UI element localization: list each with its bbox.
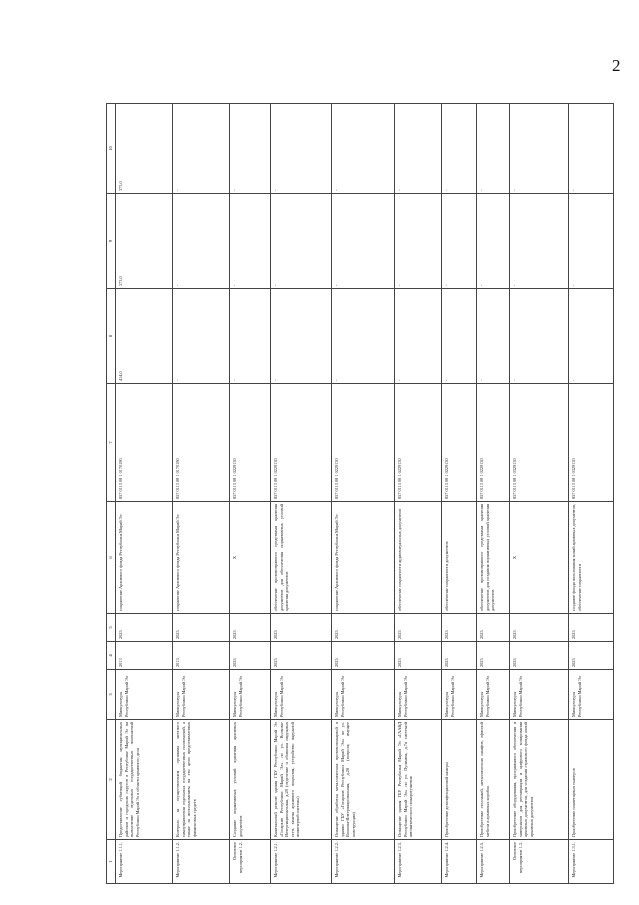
activity-name: Предоставление субвенций бюджетам муниципальных районов и городских округов в Республике Марий Эл на выполнение отдельных государственных полномочий Республики Марий Эл в области архивного дела (116, 720, 173, 840)
end-year: 2025 (477, 614, 510, 642)
start-year: 2025 (230, 642, 271, 670)
start-year: 2025 (442, 642, 477, 670)
page-number: 2 (612, 56, 621, 75)
start-year: 2025 (477, 642, 510, 670)
header-cell: 10 (107, 104, 116, 194)
header-cell: 9 (107, 194, 116, 289)
activity-number: Мероприятие 1.3.1. (569, 840, 614, 884)
value-col9: - (230, 194, 271, 289)
header-cell: 7 (107, 384, 116, 502)
executor: Минкультуры Республики Марий Эл (477, 670, 510, 720)
expected-result: сохранение Архивного фонда Республики Марий Эл (332, 502, 395, 614)
table-row (230, 104, 271, 884)
table-row (442, 104, 477, 884)
value-col9: - (442, 194, 477, 289)
value-col10: - (271, 104, 332, 194)
value-col8: - (510, 289, 569, 384)
table-row (569, 104, 614, 884)
activity-name: Приобретение оборудования, программного обеспечения и материалов для реставрации и цифрового копирования архивных документов, для создания страхового фонда копий архивных документов (510, 720, 569, 840)
activity-number: Основное мероприятие 1.3. (510, 840, 569, 884)
table-header-row (107, 104, 116, 884)
executor: Минкультуры Республики Марий Эл (173, 670, 230, 720)
table-row (510, 104, 569, 884)
executor: Минкультуры Республики Марий Эл (442, 670, 477, 720)
start-year: 2025 (332, 642, 395, 670)
value-col8: - (332, 289, 395, 384)
value-col9: - (477, 194, 510, 289)
header-cell: 6 (107, 502, 116, 614)
expected-result: сохранение Архивного фонда Республики Марий Эл (116, 502, 173, 614)
start-year: 2013 (116, 642, 173, 670)
start-year: 2025 (395, 642, 442, 670)
expected-result: обеспечение противоправного средствами хранения документов для создания нормативных условий хранения документов (477, 502, 510, 614)
value-col8: - (442, 289, 477, 384)
header-cell: 5 (107, 614, 116, 642)
value-col8: 414,0 (116, 289, 173, 384)
start-year: 2025 (510, 642, 569, 670)
expected-result: создание фонда пользования копий архивных документов, обеспечение сохранности (569, 502, 614, 614)
header-cell: 2 (107, 720, 116, 840)
value-col10: - (442, 104, 477, 194)
activity-number: Мероприятие 1.1.1. (116, 840, 173, 884)
start-year: 2025 (569, 642, 614, 670)
expected-result: Х (230, 502, 271, 614)
start-year: 2013 (173, 642, 230, 670)
end-year: 2025 (442, 614, 477, 642)
expected-result: обеспечение сохранности документов (442, 502, 477, 614)
budget-code: 857 0113 08 1 0229130 (477, 384, 510, 502)
end-year: 2025 (230, 614, 271, 642)
value-col8: - (173, 289, 230, 384)
activity-number: Основное мероприятие 1.2. (230, 840, 271, 884)
executor: Минкультуры Республики Марий Эл (510, 670, 569, 720)
activity-number: Мероприятие 1.1.2. (173, 840, 230, 884)
value-col9: - (510, 194, 569, 289)
budget-code: 857 0113 08 1 0229130 (442, 384, 477, 502)
executor: Минкультуры Республики Марий Эл (116, 670, 173, 720)
activity-number: Мероприятие 1.2.2. (332, 840, 395, 884)
budget-code: 857 0113 08 1 0229130 (271, 384, 332, 502)
value-col9: - (569, 194, 614, 289)
activity-name: Оснащение обработка металлических противопожарной в здании ГБУ «Госархив Республики Марий Эл» по ул. Волкова-Интернациональная, д.28 (вопроса, имущее конструкции) (332, 720, 395, 840)
executor: Минкультуры Республики Марий Эл (230, 670, 271, 720)
value-col9: - (332, 194, 395, 289)
activity-name: Приобретение стеллажей, металлических шкафов, офисной мебели и архивных коробок (477, 720, 510, 840)
activity-name: Капитальный ремонт здания ГБУ Республики Марий Эл «Госархив Республики Марий Эл» по ул. Волкова-Интернациональная, д.28 (отделение и обивочка наружных стен, замена архивного покрытия, устройство наружной инженерной системы) (271, 720, 332, 840)
value-col8: - (230, 289, 271, 384)
activity-name: Создание нормативных условий хранения архивных документов (230, 720, 271, 840)
expected-result: Х (510, 502, 569, 614)
value-col9: 373,0 (116, 194, 173, 289)
table-row (116, 104, 173, 884)
header-cell: 1 (107, 840, 116, 884)
table-row (332, 104, 395, 884)
executor: Минкультуры Республики Марий Эл (569, 670, 614, 720)
budget-code: 857 0113 08 1 0170180 (173, 384, 230, 502)
value-col10: - (477, 104, 510, 194)
activity-name: Контроль за осуществлением органами местного самоуправления отдельных государственных полномочий, а также за использованием на эти цели предоставленных финансовых средств (173, 720, 230, 840)
value-col10: 373,0 (116, 104, 173, 194)
expected-result: обеспечение сохранности аудиовизуальных документов (395, 502, 442, 614)
header-cell: 8 (107, 289, 116, 384)
end-year: 2025 (271, 614, 332, 642)
value-col10: - (569, 104, 614, 194)
activity-number: Мероприятие 1.2.4. (442, 840, 477, 884)
budget-code: 857 0113 08 1 0329130 (569, 384, 614, 502)
value-col9: - (173, 194, 230, 289)
start-year: 2025 (271, 642, 332, 670)
budget-code: 857 0113 08 1 0229130 (332, 384, 395, 502)
table-row (395, 104, 442, 884)
end-year: 2025 (332, 614, 395, 642)
program-activities-table (106, 103, 614, 884)
budget-code: 857 0113 08 1 0170180 (116, 384, 173, 502)
activity-number: Мероприятие 1.2.3. (395, 840, 442, 884)
end-year: 2025 (173, 614, 230, 642)
value-col9: - (395, 194, 442, 289)
value-col8: - (569, 289, 614, 384)
budget-code: 857 0113 08 1 0229130 (230, 384, 271, 502)
value-col9: - (271, 194, 332, 289)
budget-code: 857 0113 08 1 0329130 (510, 384, 569, 502)
value-col10: - (173, 104, 230, 194)
executor: Минкультуры Республики Марий Эл (271, 670, 332, 720)
executor: Минкультуры Республики Марий Эл (332, 670, 395, 720)
rotated-page-content (106, 104, 611, 884)
end-year: 2025 (395, 614, 442, 642)
value-col10: - (510, 104, 569, 194)
table-row (477, 104, 510, 884)
value-col8: - (395, 289, 442, 384)
value-col10: - (332, 104, 395, 194)
value-col10: - (395, 104, 442, 194)
executor: Минкультуры Республики Марий Эл (395, 670, 442, 720)
activity-number: Мероприятие 1.2.1. (271, 840, 332, 884)
activity-name: Приобретение планетарных сканеров (569, 720, 614, 840)
table-row (173, 104, 230, 884)
header-cell: 3 (107, 670, 116, 720)
end-year: 2025 (116, 614, 173, 642)
budget-code: 857 0113 08 1 0229130 (395, 384, 442, 502)
value-col8: - (477, 289, 510, 384)
expected-result: обеспечение противоправного средствами хранения документов для обеспечения нормативных условий хранения документов (271, 502, 332, 614)
value-col8: - (271, 289, 332, 384)
header-cell: 4 (107, 642, 116, 670)
expected-result: сохранение Архивного фонда Республики Марий Эл (173, 502, 230, 614)
table-row (271, 104, 332, 884)
end-year: 2025 (569, 614, 614, 642)
activity-name: Оснащение здания ГБУ Республики Марий Эл «ГААВД Республики Марий Эл» по ул. Пушкина, д.7а системой автоматического пожаротушения (395, 720, 442, 840)
end-year: 2025 (510, 614, 569, 642)
activity-number: Мероприятие 1.2.5. (477, 840, 510, 884)
activity-name: Приобретение дезинфекционной камеры (442, 720, 477, 840)
value-col10: - (230, 104, 271, 194)
